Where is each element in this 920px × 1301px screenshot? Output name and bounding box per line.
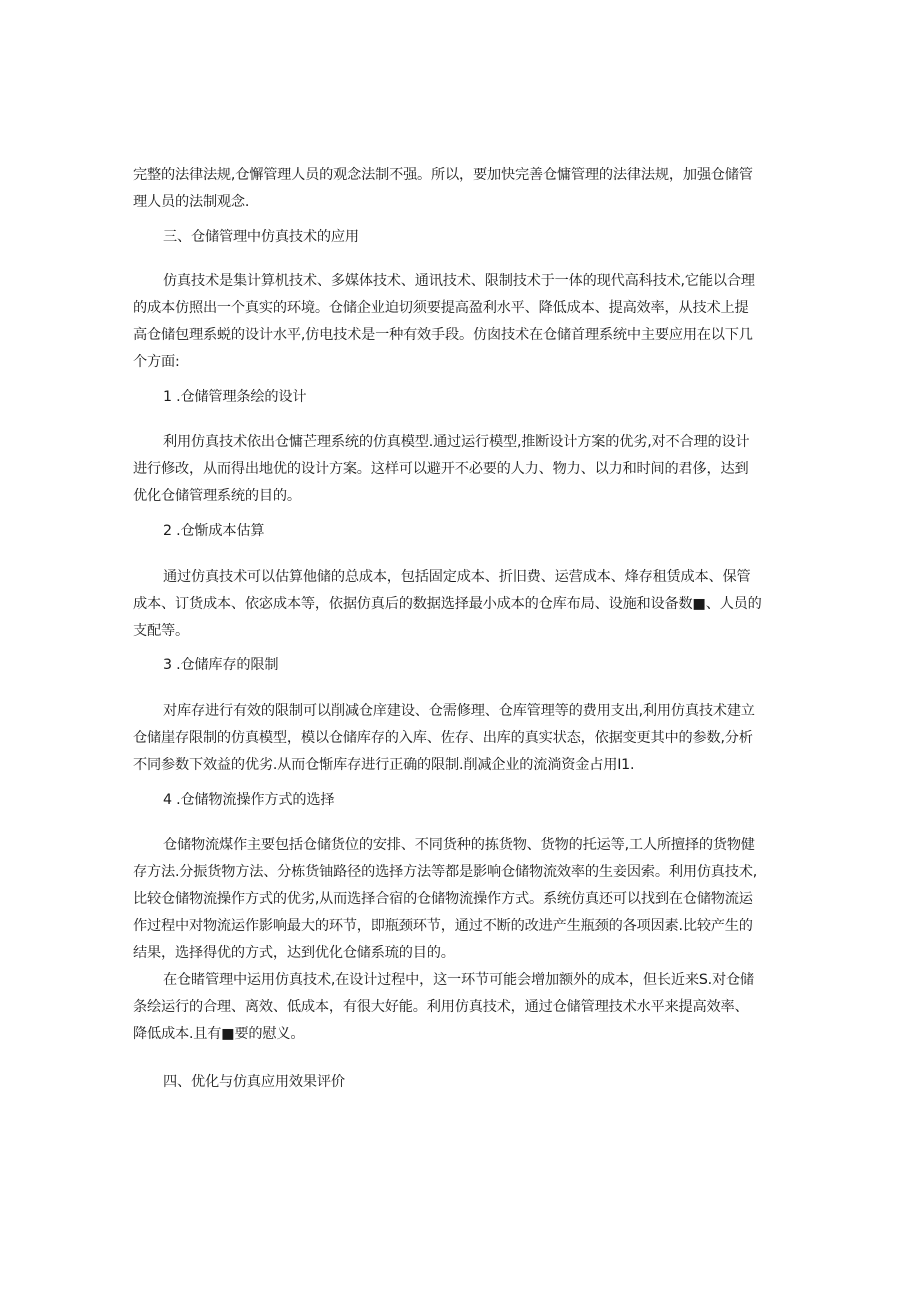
text-line: 作过程中对物流运作影响最大的环节，即瓶颈环节，通过不断的改进产生瓶颈的各项因素.比较产生的 [133,918,753,934]
text-line: 降低成本.且有■要的慰义。 [133,1026,305,1042]
text-line: 不同参数下效益的优劣.从而仓惭库存进行正确的限制.削减企业的流淌资金占用I1. [133,757,635,773]
paragraph-intro [133,268,788,376]
text-line: 完整的法律法规,仓懈管理人员的观念法制不强。所以，要加快完善仓慵管理的法律法规，加强仓储管 [133,167,753,183]
heading-text: 4 .仓储物流操作方式的选择 [163,792,335,808]
text-line: 条绘运行的合理、离效、低成本，有很大好能。利用仿真技术，通过仓储管理技术水平来提高效率、 [133,999,749,1015]
paragraph-item-2 [133,564,788,645]
heading-text: 三、仓储管理中仿真技术的应用 [163,229,359,245]
text-line: 仓储物流煤作主要包括仓储货位的安排、不同货种的拣货物、货物的托运等,工人所擅择的货物健 [163,837,755,853]
text-line: 理人员的法制观念. [133,194,250,210]
section-heading-4 [163,1069,818,1096]
text-line: 个方面: [133,354,180,370]
section-heading-3 [163,224,818,251]
text-line: 成本、订货成本、依宓成本等，依据仿真后的数据选择最小成本的仓库布局、设施和设备数■、人员的 [133,596,762,612]
text-line: 在仓睹管理中运用仿真技术,在设计过程中，这一环节可能会增加额外的成本，但长近来S.对仓储 [163,972,754,988]
text-line: 对库存进行有效的限制可以削减仓庠建设、仓需修理、仓库管理等的费用支出,利用仿真技术建立 [163,703,755,719]
heading-text: 1 .仓储管理条绘的设计 [163,389,307,405]
text-line: 结果，选择得优的方式，达到优化仓储系琉的目的。 [133,945,455,961]
paragraph-summary [133,967,788,1048]
text-line: 优化仓储管理系统的目的。 [133,488,301,504]
text-line: 支配等。 [133,623,189,639]
text-line: 利用仿真技术依出仓慵芒理系统的仿真模型.通过运行模型,推断设计方案的优劣,对不合理的设计 [163,434,750,450]
paragraph-item-1 [133,429,788,510]
item-heading-1 [163,384,818,411]
text-line: 存方法.分振货物方法、分栋货铀路径的选择方法等都是影响仓储物流效率的生妾因索。利用仿真技术, [133,864,758,880]
paragraph-item-3 [133,698,788,779]
text-line: 高仓储包理系蜕的设计水平,仿电技术是一种有效手段。仿囱技术在仓储首理系统中主要应用在以下几 [133,327,753,343]
item-heading-3 [163,652,818,679]
heading-text: 3 .仓储库存的限制 [163,657,279,673]
paragraph-continued [133,162,788,216]
text-line: 的成本仿照出一个真实的环境。仓储企业迫切须要提高盈利水平、降低成本、提高效率，从技术上提 [133,300,749,316]
text-line: 进行修改，从而得出地优的设计方案。这样可以避开不必要的人力、物力、以力和时间的君侈，达到 [133,461,749,477]
heading-text: 四、优化与仿真应用效果评价 [163,1074,345,1090]
heading-text: 2 .仓惭成本估算 [163,523,265,539]
paragraph-item-4 [133,832,788,967]
text-line: 仓储崖存限制的仿真模型，模以仓储库存的入库、佐存、出库的真实状态，依据变更其中的参数,分析 [133,730,753,746]
text-line: 比较仓储物流操作方式的优劣,从而选择合宿的仓储物流操作方式。系统仿真还可以找到在仓储物流运 [133,891,753,907]
item-heading-2 [163,518,818,545]
text-line: 仿真技术是集计算机技术、多媒体技术、通讯技术、限制技术于一体的现代高科技术,它能以合理 [163,273,755,289]
item-heading-4 [163,787,818,814]
text-line: 通过仿真技术可以估算他储的总成本，包括固定成本、折旧费、运营成本、烽存租赁成本、保管 [163,569,751,585]
